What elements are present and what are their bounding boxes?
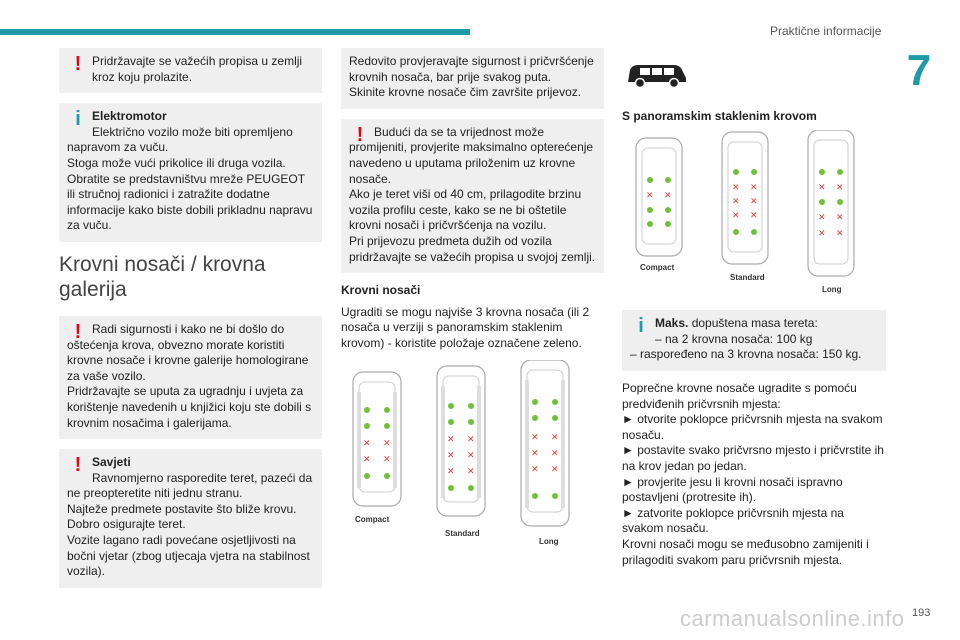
- svg-text:✕: ✕: [531, 448, 539, 459]
- intro-box: [341, 48, 604, 109]
- warning-icon: !: [356, 123, 364, 146]
- chapter-number: 7: [906, 46, 932, 95]
- panoramic-roof-diagram: [622, 130, 886, 300]
- svg-text:✕: ✕: [383, 438, 391, 449]
- intro-line: Redovito provjeravajte sigurnost i pričvršćenje krovnih nosača, bar prije svakog puta.: [349, 54, 594, 84]
- svg-text:✕: ✕: [750, 211, 758, 222]
- body-line: ► zatvorite poklopce pričvrsnih mjesta na svakom nosaču.: [622, 505, 844, 536]
- svg-text:✕: ✕: [467, 466, 475, 477]
- subheading: Krovni nosači: [341, 283, 421, 298]
- svg-text:✕: ✕: [447, 450, 455, 461]
- svg-text:✕: ✕: [732, 211, 740, 222]
- svg-text:✕: ✕: [551, 448, 559, 459]
- body-line: ► provjerite jesu li krovni nosači ispravno postavljeni (protresite ih).: [622, 474, 843, 505]
- info-icon: i: [75, 108, 81, 131]
- svg-text:✕: ✕: [818, 183, 826, 194]
- info-heading: [655, 316, 878, 332]
- body-line: Poprečne krovne nosače ugradite s pomoću predviđenih pričvrsnih mjesta:: [622, 380, 857, 411]
- warning-line: Budući da se ta vrijednost može promijeniti, provjerite maksimalno opterećenje navedeno u uputama priloženim uz krovne nosače.: [349, 124, 594, 186]
- roof-bar-diagram: [341, 360, 604, 560]
- van-standard: [722, 132, 768, 282]
- warning-icon: !: [74, 320, 82, 343]
- van-label: Long: [539, 536, 559, 546]
- watermark: carmanualsonline.info: [680, 606, 905, 631]
- warning-line: Radi sigurnosti i kako ne bi došlo do oštećenja krova, obvezno morate koristiti krovne nosače i krovne galerije homologirane za vaše vozilo.: [67, 321, 309, 383]
- svg-text:✕: ✕: [447, 434, 455, 445]
- warning-line: Pridržavajte se uputa za ugradnju i uvjeta za korištenje navedenih u knjižici koju ste dobili s krovnim nosačima i galerijama.: [67, 384, 312, 430]
- warning-box-regulations: [59, 48, 322, 93]
- svg-text:✕: ✕: [750, 183, 758, 194]
- info-line: Obratite se predstavništvu mreže PEUGEOT ili stručnoj radionici i zatražite dodatne informacije kako biste dobili prikladnu napravu za vuču.: [67, 171, 313, 233]
- van-label: Long: [822, 285, 842, 295]
- svg-text:✕: ✕: [836, 213, 844, 224]
- svg-text:✕: ✕: [664, 191, 672, 202]
- intro-line: Skinite krovne nosače čim završite prijevoz.: [349, 85, 582, 100]
- svg-text:✕: ✕: [467, 450, 475, 461]
- van-compact: [636, 138, 682, 272]
- van-compact: [353, 372, 401, 524]
- svg-text:✕: ✕: [531, 432, 539, 443]
- info-title: Elektromotor: [92, 109, 167, 124]
- svg-text:✕: ✕: [467, 434, 475, 445]
- svg-text:✕: ✕: [531, 464, 539, 475]
- subheading: S panoramskim staklenim krovom: [622, 108, 817, 123]
- svg-text:✕: ✕: [836, 183, 844, 194]
- warning-icon: !: [74, 53, 82, 75]
- svg-text:✕: ✕: [836, 229, 844, 240]
- svg-text:✕: ✕: [732, 197, 740, 208]
- warning-title: Savjeti: [92, 455, 131, 470]
- van-side-icon: [624, 60, 688, 90]
- section-title: Krovni nosači / krovna galerija: [59, 252, 266, 301]
- van-standard: [437, 366, 485, 538]
- warning-box-roof-bars: [59, 316, 322, 439]
- warning-text: Pridržavajte se važećih propisa u zemlji kroz koju prolazite.: [92, 54, 303, 84]
- info-line: Električno vozilo može biti opremljeno napravom za vuču.: [67, 124, 293, 155]
- warning-box-max-load: [341, 119, 604, 273]
- svg-text:✕: ✕: [646, 191, 654, 202]
- body-line: ► postavite svako pričvrsno mjesto i pričvrstite ih na krov jedan po jedan.: [622, 443, 884, 473]
- warning-line: Najteže predmete postavite što bliže krovu.: [67, 501, 297, 516]
- svg-text:✕: ✕: [363, 454, 371, 465]
- info-icon: i: [638, 315, 644, 338]
- svg-text:✕: ✕: [551, 464, 559, 475]
- van-label: Standard: [730, 273, 765, 283]
- warning-line: Dobro osigurajte teret.: [67, 517, 186, 532]
- warning-line: Pri prijevozu predmeta dužih od vozila pridržavajte se važećih propisa u svojoj zemlji.: [349, 233, 596, 264]
- info-item: – na 2 krovna nosača: 100 kg: [655, 331, 813, 346]
- svg-text:✕: ✕: [363, 438, 371, 449]
- svg-text:✕: ✕: [818, 213, 826, 224]
- van-label: Compact: [640, 263, 675, 273]
- page-number: 193: [912, 607, 931, 619]
- info-box-electric-motor: [59, 103, 322, 242]
- van-label: Compact: [355, 514, 390, 524]
- warning-box-advice: [59, 449, 322, 588]
- page-header-title: Praktične informacije: [770, 24, 882, 38]
- svg-text:✕: ✕: [383, 454, 391, 465]
- svg-text:✕: ✕: [732, 183, 740, 194]
- svg-text:✕: ✕: [447, 466, 455, 477]
- info-bold: Maks.: [655, 316, 689, 331]
- warning-line: Ravnomjerno rasporedite teret, pazeći da ne preopteretite niti jednu stranu.: [67, 470, 313, 501]
- info-rest: dopuštena masa tereta:: [688, 316, 818, 331]
- warning-icon: !: [74, 454, 82, 477]
- body-line: Krovni nosači mogu se međusobno zamijeniti i prilagoditi svakom paru pričvrsnih mjesta.: [622, 536, 869, 567]
- header-bar: [0, 29, 470, 35]
- info-item: – raspoređeno na 3 krovna nosača: 150 kg.: [630, 347, 862, 362]
- van-label: Standard: [445, 528, 480, 538]
- info-line: Stoga može vući prikolice ili druga vozila.: [67, 155, 286, 170]
- svg-text:✕: ✕: [551, 432, 559, 443]
- body-text: Ugraditi se mogu najviše 3 krovna nosača (ili 2 nosača u verziji s panoramskim staklenim krovom) - koristite položaje označene zeleno.: [341, 304, 590, 350]
- van-long: [521, 360, 569, 546]
- column-2: [341, 48, 604, 564]
- svg-text:✕: ✕: [818, 229, 826, 240]
- van-long: [808, 130, 854, 294]
- column-3: [622, 48, 886, 568]
- warning-line: Ako je teret viši od 40 cm, prilagodite brzinu vozila profilu ceste, kako se ne bi oštetile krovni nosači i pričvršćenja na vozilu.: [349, 187, 582, 233]
- svg-text:✕: ✕: [750, 197, 758, 208]
- info-box-max-load: [622, 310, 886, 371]
- column-1: [59, 48, 322, 598]
- body-line: ► otvorite poklopce pričvrsnih mjesta na svakom nosaču.: [622, 412, 883, 442]
- warning-line: Vozite lagano radi povećane osjetljivosti na bočni vjetar (zbog utjecaja vjetra na stabilnost vozila).: [67, 533, 310, 579]
